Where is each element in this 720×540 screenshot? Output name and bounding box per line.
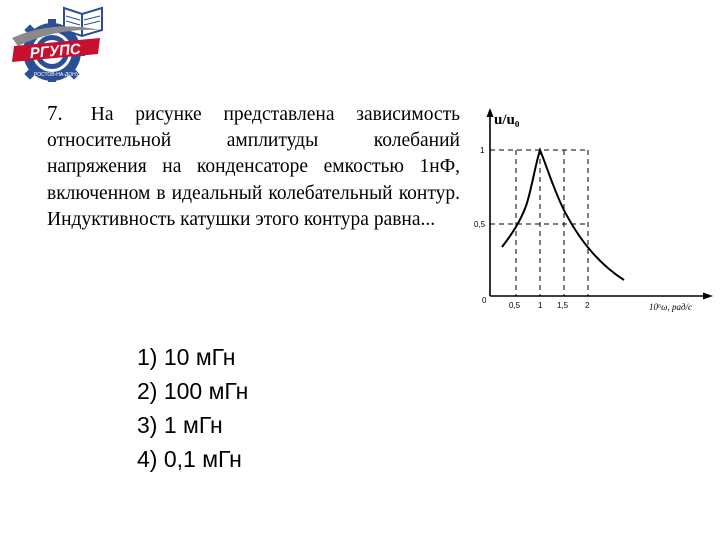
- university-logo: [4, 2, 106, 82]
- y-axis-label: u/u₀: [494, 112, 520, 128]
- x-tick-1: 1: [538, 301, 543, 310]
- x-axis-arrow: [703, 293, 713, 300]
- y-tick-0-5: 0,5: [474, 220, 486, 229]
- answer-option-2[interactable]: 2) 100 мГн: [137, 378, 249, 404]
- logo-ring-text: РОСТОВ-НА-ДОНУ: [34, 72, 79, 78]
- y-tick-1: 1: [480, 146, 485, 155]
- resonance-graph: [462, 104, 716, 316]
- question-body: На рисунке представлена зависимость относительной амплитуды колебаний напряжения на конденсаторе емкостью 1нФ, включенном в идеальный колебательный контур. Индуктивность катушки этого контура равна...: [47, 104, 460, 230]
- answer-option-1[interactable]: 1) 10 мГн: [137, 344, 236, 370]
- answer-option-3[interactable]: 3) 1 мГн: [137, 412, 223, 438]
- x-tick-0-5: 0,5: [509, 301, 521, 310]
- answer-option-4[interactable]: 4) 0,1 мГн: [137, 446, 242, 472]
- x-tick-1-5: 1,5: [557, 301, 569, 310]
- question-text-block: [47, 100, 460, 233]
- y-axis-arrow: [487, 108, 494, 117]
- answer-options: [137, 340, 248, 476]
- x-tick-2: 2: [585, 301, 590, 310]
- question-number: 7.: [47, 101, 63, 125]
- resonance-curve: [502, 150, 624, 280]
- logo-text: РГУПС: [29, 40, 82, 63]
- origin-label: 0: [482, 296, 487, 305]
- x-axis-label: 10⁶ω, рад/с: [649, 302, 693, 312]
